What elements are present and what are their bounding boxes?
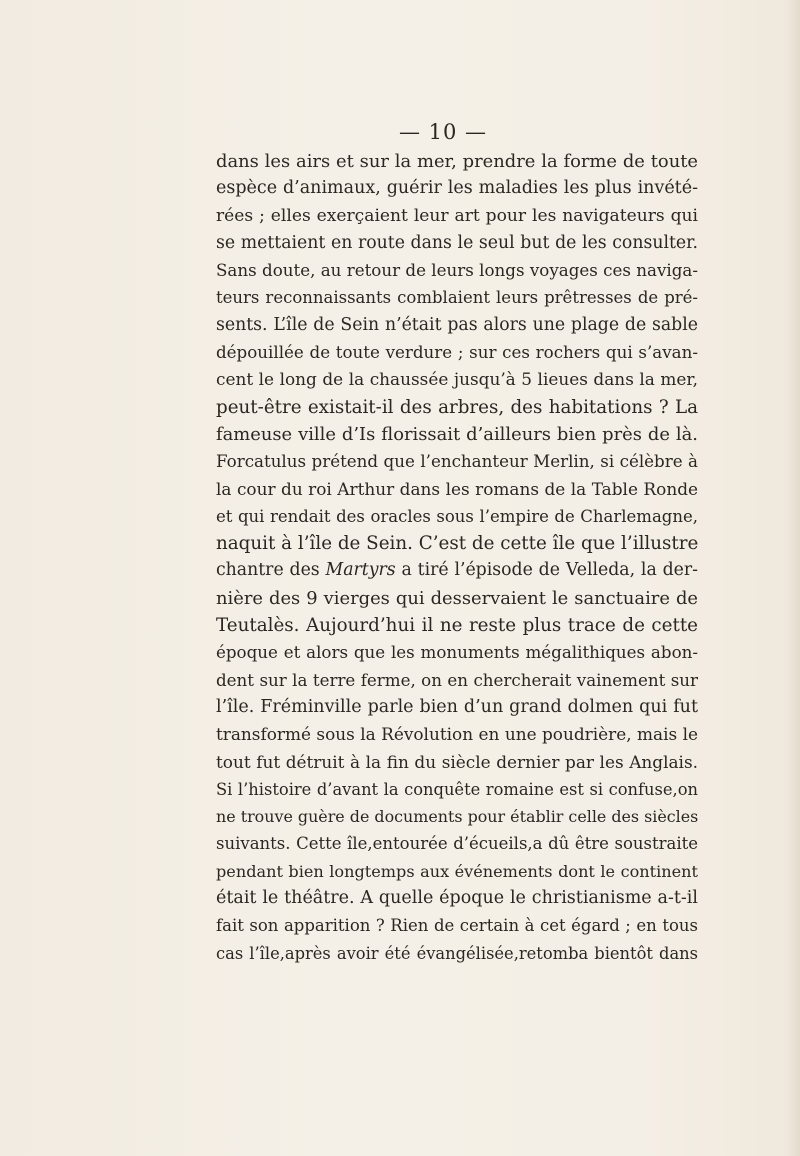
- text-line: se mettaient en route dans le seul but de les consulter.: [216, 232, 698, 253]
- text-line: Sans doute, au retour de leurs longs voyages ces naviga-: [216, 260, 698, 281]
- text-line: fameuse ville d’Is florissait d’ailleurs bien près de là.: [216, 423, 698, 445]
- body-text: [216, 148, 698, 967]
- text-line: et qui rendait des oracles sous l’empire de Charlemagne,: [216, 506, 698, 526]
- text-line: époque et alors que les monuments mégalithiques abon-: [216, 642, 698, 663]
- text-line: transformé sous la Révolution en une poudrière, mais le: [216, 724, 698, 745]
- text-line: sents. L’île de Sein n’était pas alors une plage de sable: [216, 314, 698, 335]
- text-line: pendant bien longtemps aux événements dont le continent: [216, 861, 698, 881]
- text-line: Forcatulus prétend que l’enchanteur Merlin, si célèbre à: [216, 451, 698, 472]
- page-edge-shadow: [786, 0, 800, 1156]
- text-line: teurs reconnaissants comblaient leurs prêtresses de pré-: [216, 288, 698, 308]
- text-line: dent sur la terre ferme, on en chercherait vainement sur: [216, 669, 698, 690]
- text-line: Teutalès. Aujourd’hui il ne reste plus trace de cette: [216, 615, 698, 637]
- text-line: ne trouve guère de documents pour établir celle des siècles: [216, 807, 698, 827]
- text-line: peut-être existait-il des arbres, des habitations ? La: [216, 396, 698, 418]
- text-line: était le théâtre. A quelle époque le christianisme a-t-il: [216, 888, 698, 909]
- text-line: suivants. Cette île,entourée d’écueils,a dû être soustraite: [216, 834, 698, 854]
- text-line: naquit à l’île de Sein. C’est de cette île que l’illustre: [216, 533, 698, 555]
- text-line: dépouillée de toute verdure ; sur ces rochers qui s’avan-: [216, 342, 698, 363]
- text-line: tout fut détruit à la fin du siècle dernier par les Anglais.: [216, 751, 698, 772]
- text-line: Si l’histoire d’avant la conquête romaine est si confuse,on: [216, 779, 698, 799]
- text-line: l’île. Fréminville parle bien d’un grand dolmen qui fut: [216, 696, 698, 717]
- text-line: rées ; elles exerçaient leur art pour les navigateurs qui: [216, 205, 698, 226]
- text-line: la cour du roi Arthur dans les romans de la Table Ronde: [216, 478, 698, 499]
- text-line: fait son apparition ? Rien de certain à cet égard ; en tous: [216, 916, 698, 936]
- page-number: — 10 —: [398, 120, 488, 144]
- book-title-martyrs: Martyrs: [325, 560, 396, 581]
- text-line: dans les airs et sur la mer, prendre la forme de toute: [216, 151, 698, 172]
- text-line: cent le long de la chaussée jusqu’à 5 lieues dans la mer,: [216, 369, 698, 390]
- text-line: chantre des Martyrs a tiré l’épisode de Velleda, la der-: [216, 560, 698, 581]
- text-line: cas l’île,après avoir été évangélisée,retomba bientôt dans: [216, 943, 698, 963]
- text-line: nière des 9 vierges qui desservaient le sanctuaire de: [216, 587, 698, 609]
- text-line: espèce d’animaux, guérir les maladies les plus invété-: [216, 178, 698, 199]
